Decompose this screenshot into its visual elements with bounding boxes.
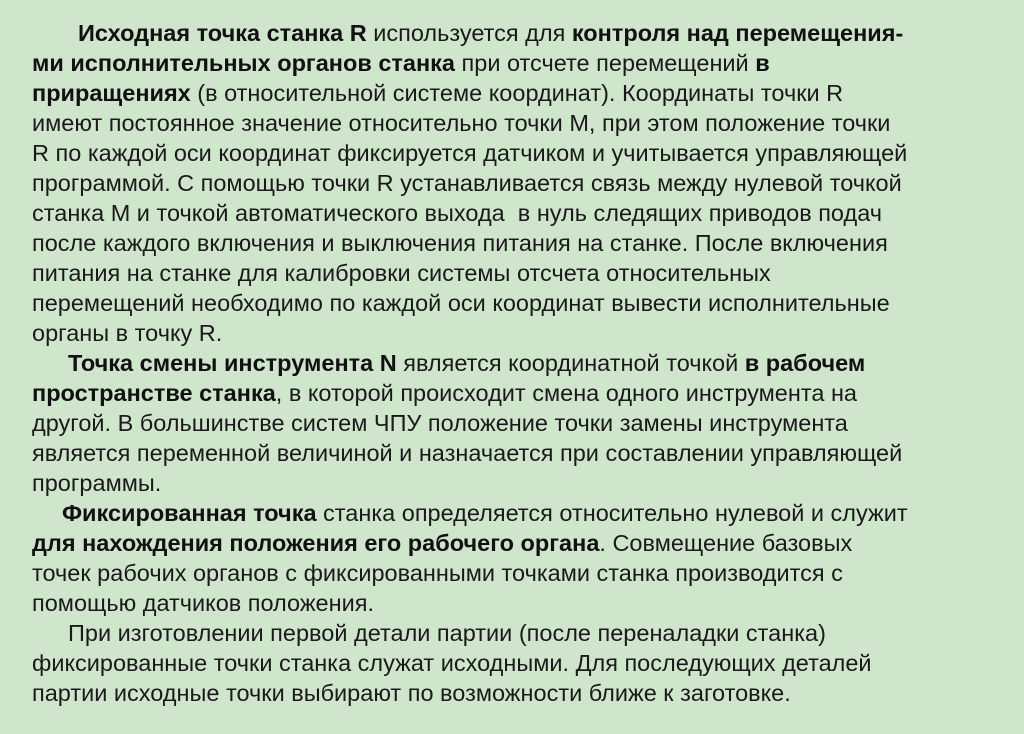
text-run: питания на станке для калибровки системы отсчета относительных xyxy=(32,260,771,286)
text-line xyxy=(32,168,902,198)
text-run: является переменной величиной и назначается при составлении управляющей xyxy=(32,440,903,466)
text-run: при отсчете перемещений xyxy=(455,50,756,76)
text-run: . Совмещение базовых xyxy=(599,530,853,556)
text-line xyxy=(32,468,161,498)
text-line xyxy=(68,618,826,648)
text-run: является координатной точкой xyxy=(396,350,745,376)
text-run: R по каждой оси координат фиксируется датчиком и учитывается управляющей xyxy=(32,140,908,166)
text-run: точек рабочих органов с фиксированными точками станка производится с xyxy=(32,560,843,586)
text-run: программой. С помощью точки R устанавливается связь между нулевой точкой xyxy=(32,170,902,196)
bold-term: в xyxy=(755,50,770,76)
text-line xyxy=(32,558,843,588)
text-run: станка определяется относительно нулевой и служит xyxy=(316,500,908,526)
text-line xyxy=(32,138,907,168)
text-run: имеют постоянное значение относительно точки М, при этом положение точки xyxy=(32,110,891,136)
bold-term: для нахождения положения его рабочего органа xyxy=(32,530,600,556)
text-line xyxy=(32,408,848,438)
text-run: партии исходные точки выбирают по возможности ближе к заготовке. xyxy=(32,680,791,706)
text-line xyxy=(32,228,888,258)
text-line xyxy=(32,258,771,288)
text-line xyxy=(32,648,872,678)
text-line xyxy=(32,678,791,708)
text-line xyxy=(62,498,908,528)
text-line xyxy=(32,198,882,228)
text-run: (в относительной системе координат). Координаты точки R xyxy=(190,80,844,106)
text-line xyxy=(68,348,865,378)
text-run: программы. xyxy=(32,470,162,496)
text-line xyxy=(32,378,857,408)
bold-term: приращениях xyxy=(32,80,191,106)
bold-term: контроля над перемещения- xyxy=(571,20,904,46)
text-line xyxy=(32,528,852,558)
text-run: , в которой происходит смена одного инструмента на xyxy=(275,380,858,406)
text-run: помощью датчиков положения. xyxy=(32,590,374,616)
text-line xyxy=(32,108,890,138)
text-line xyxy=(78,18,903,48)
text-run: фиксированные точки станка служат исходными. Для последующих деталей xyxy=(32,650,872,676)
text-run: другой. В большинстве систем ЧПУ положение точки замены инструмента xyxy=(32,410,848,436)
bold-term: Точка смены инструмента N xyxy=(68,350,397,376)
text-line xyxy=(32,438,902,468)
text-run: станка М и точкой автоматического выхода в нуль следящих приводов подач xyxy=(32,200,882,226)
text-line xyxy=(32,78,843,108)
bold-term: ми исполнительных органов станка xyxy=(32,50,455,76)
text-run: При изготовлении первой детали партии (после переналадки станка) xyxy=(68,620,826,646)
text-line xyxy=(32,48,770,78)
bold-term: Фиксированная точка xyxy=(62,500,317,526)
text-run: перемещений необходимо по каждой оси координат вывести исполнительные xyxy=(32,290,890,316)
text-line xyxy=(32,288,890,318)
text-line xyxy=(32,318,222,348)
text-line xyxy=(32,588,374,618)
bold-term: Исходная точка станка R xyxy=(78,20,367,46)
text-run: после каждого включения и выключения питания на станке. После включения xyxy=(32,230,888,256)
bold-term: в рабочем xyxy=(744,350,866,376)
text-run: используется для xyxy=(366,20,572,46)
text-run: органы в точку R. xyxy=(32,320,223,346)
bold-term: пространстве станка xyxy=(32,380,276,406)
